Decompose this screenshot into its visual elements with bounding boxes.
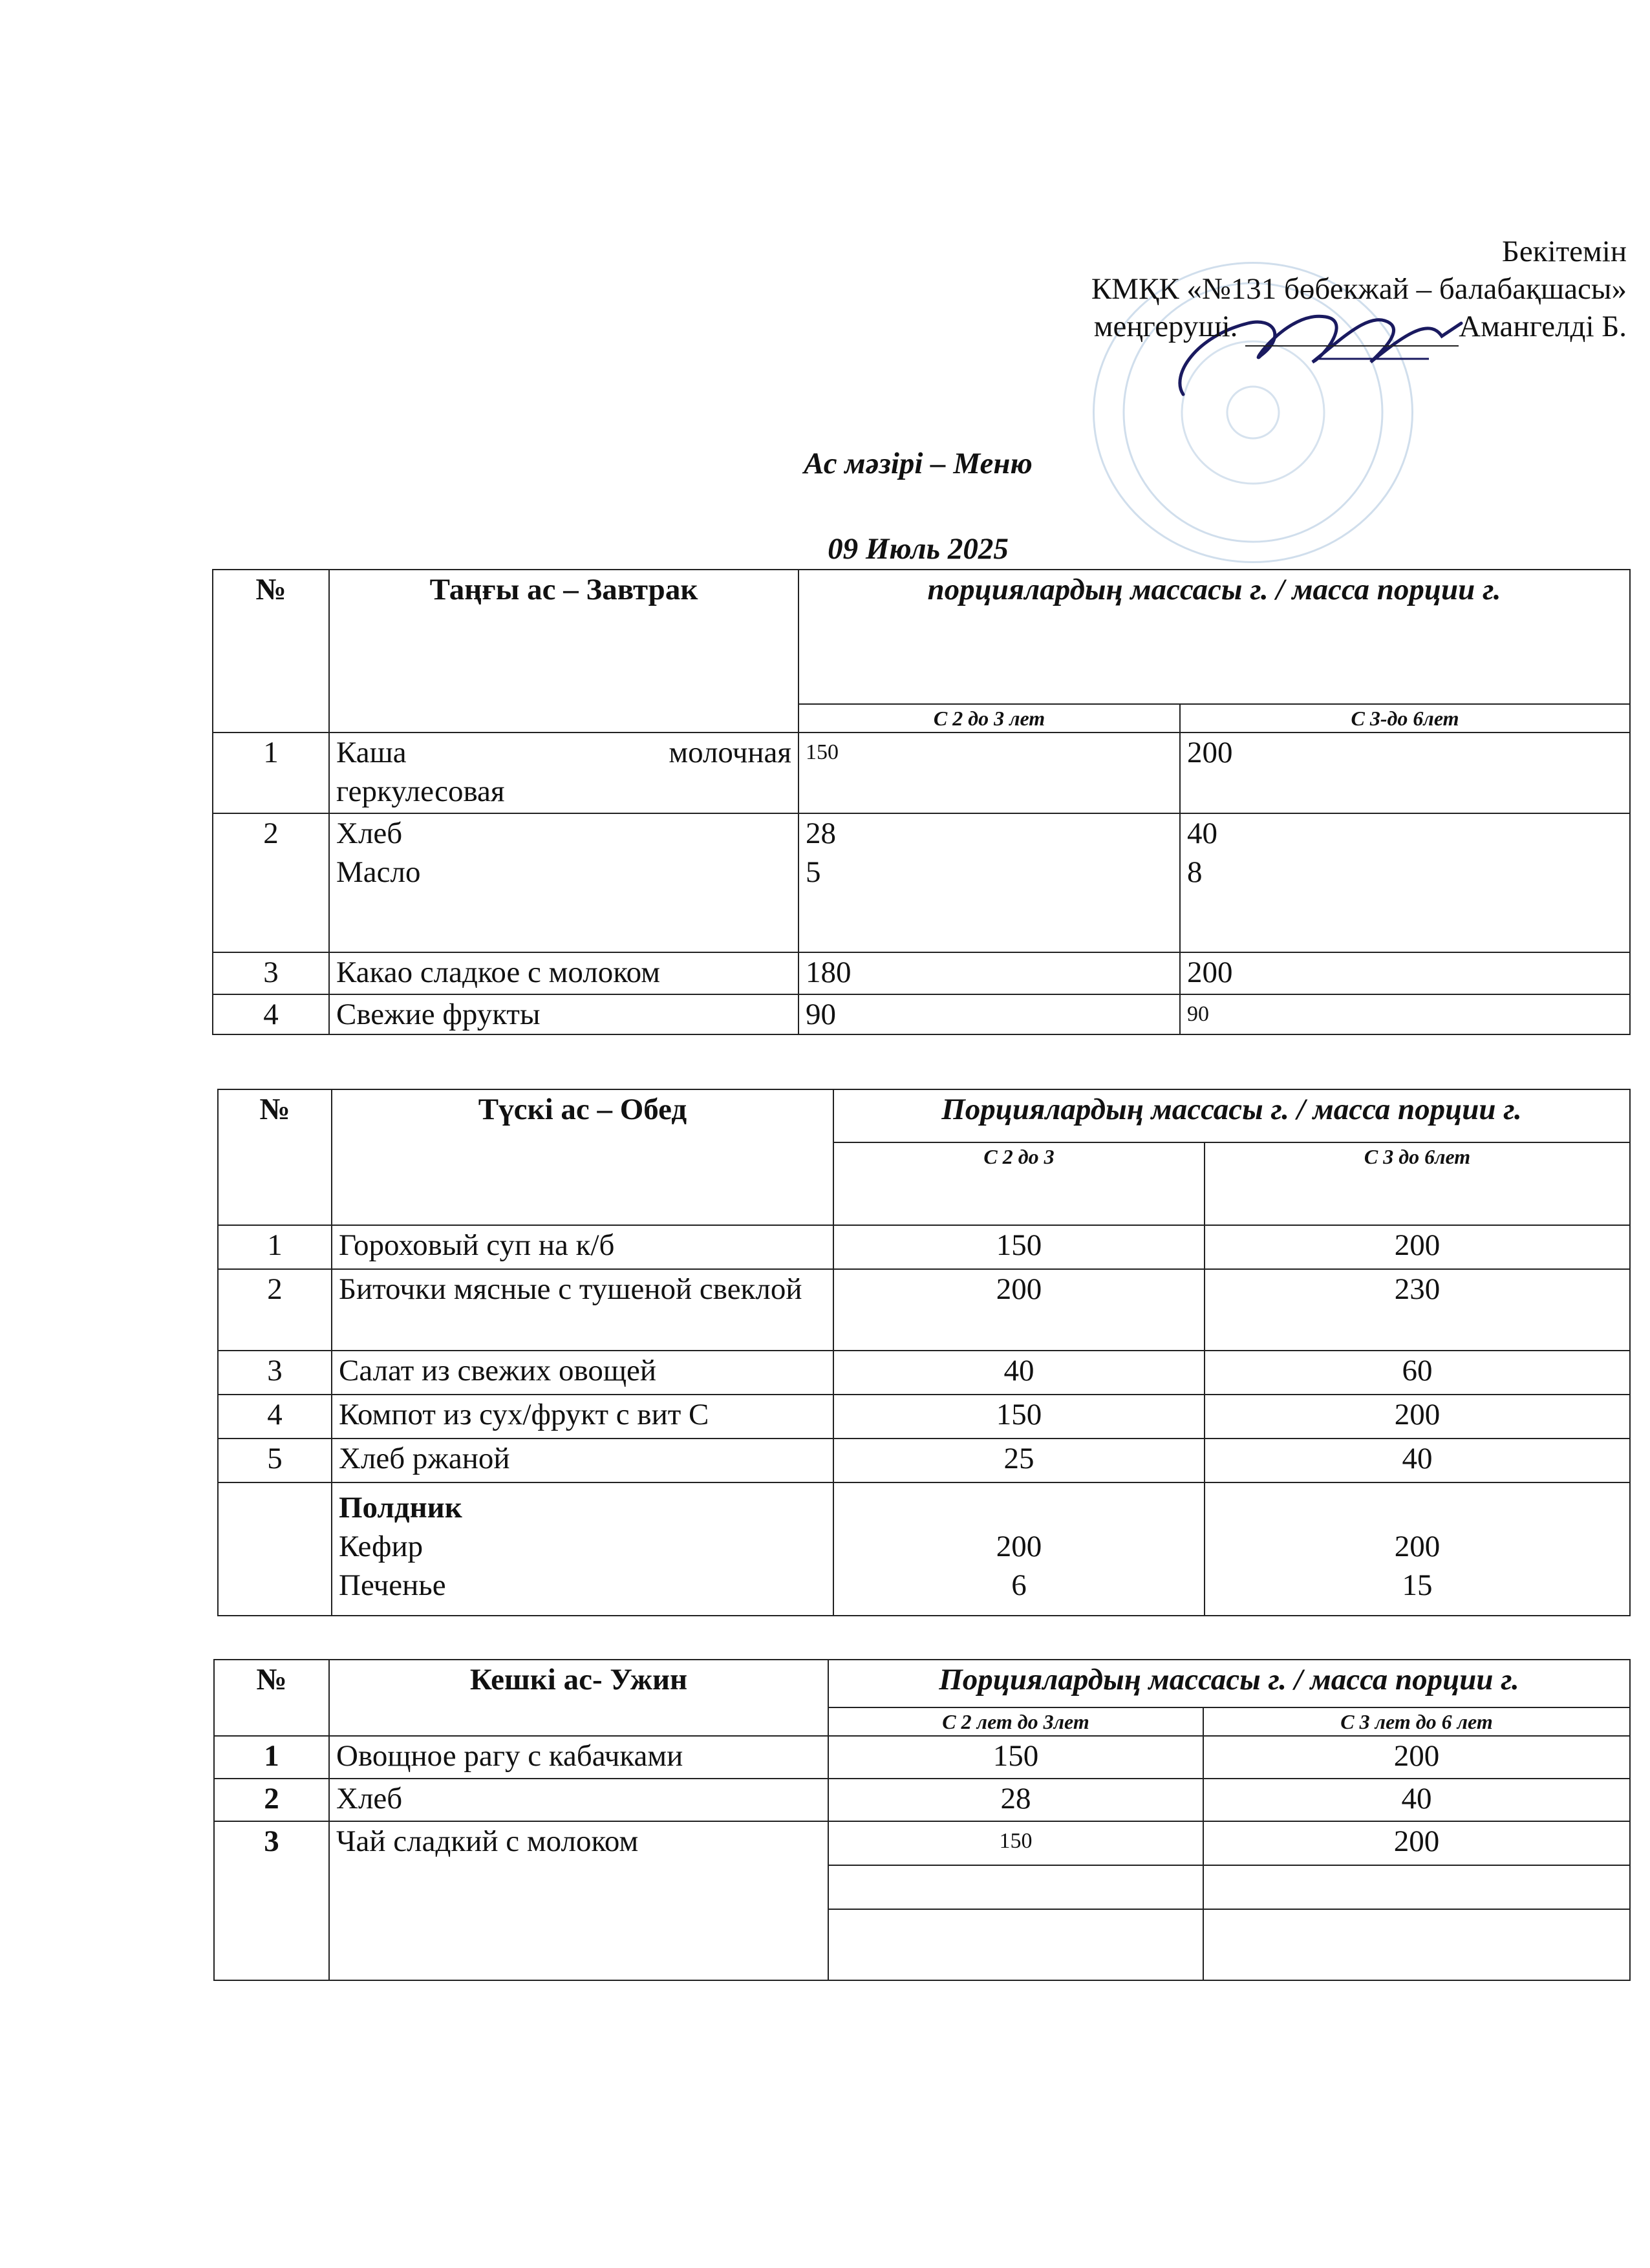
col-number: № <box>218 1089 332 1225</box>
dish-name: Овощное рагу с кабачками <box>329 1736 828 1779</box>
portion-value-1: 150 <box>833 1225 1205 1269</box>
dish-name: Свежие фрукты <box>329 994 798 1034</box>
portion-value: 15 <box>1402 1568 1433 1602</box>
approval-signatory <box>1091 308 1627 347</box>
dish-name: Чай сладкий с молоком <box>329 1821 828 1980</box>
dish-name <box>329 813 798 952</box>
age-group-1: С 2 лет до 3лет <box>828 1707 1203 1736</box>
table-row <box>213 952 1630 994</box>
approval-position: меңгеруші. <box>1093 310 1238 343</box>
row-number: 1 <box>218 1225 332 1269</box>
portion-value-2: 200 <box>1203 1821 1630 1865</box>
dish-name: Биточки мясные с тушеной свеклой <box>332 1269 833 1351</box>
row-number <box>218 1482 332 1616</box>
dish-name: Какао сладкое с молоком <box>329 952 798 994</box>
dish-name: Хлеб ржаной <box>332 1439 833 1482</box>
dish-name-part: Масло <box>336 855 421 889</box>
approval-title: Бекітемін <box>1501 235 1627 268</box>
portion-value-2: 230 <box>1205 1269 1630 1351</box>
portion-value-1: 28 <box>828 1779 1203 1821</box>
age-group-2: С 3-до 6лет <box>1180 704 1630 733</box>
dish-name-part: молочная <box>669 736 791 769</box>
portion-value: 8 <box>1187 855 1203 889</box>
table-row <box>218 1439 1630 1482</box>
dish-name-part: Хлеб <box>336 817 403 850</box>
dish-name: Печенье <box>339 1568 446 1602</box>
row-number: 5 <box>218 1439 332 1482</box>
dish-name: Салат из свежих овощей <box>332 1351 833 1395</box>
portion-value-2: 200 <box>1203 1736 1630 1779</box>
portion-value-1: 25 <box>833 1439 1205 1482</box>
portion-value-2: 40 <box>1205 1439 1630 1482</box>
age-group-1: С 2 до 3 <box>833 1142 1205 1225</box>
approval-block <box>1091 233 1627 347</box>
row-number: 3 <box>218 1351 332 1395</box>
age-group-2: С 3 лет до 6 лет <box>1203 1707 1630 1736</box>
portion-value: 6 <box>1011 1568 1027 1602</box>
table-row <box>218 1395 1630 1439</box>
table-row <box>218 1269 1630 1351</box>
table-row <box>213 733 1630 813</box>
portion-value-2 <box>1205 1482 1630 1616</box>
portion-value-1: 40 <box>833 1351 1205 1395</box>
dinner-table <box>213 1659 1631 1981</box>
table-row <box>218 1225 1630 1269</box>
portion-value: 28 <box>806 817 836 850</box>
col-number: № <box>213 570 329 733</box>
portion-value-2 <box>1180 813 1630 952</box>
portion-value-2: 200 <box>1205 1395 1630 1439</box>
page-title: Ас мәзірі – Меню <box>804 447 1033 480</box>
portion-value-2: 200 <box>1180 733 1630 813</box>
table-row <box>213 813 1630 952</box>
dish-name: Гороховый суп на к/б <box>332 1225 833 1269</box>
col-portion-mass: порциялардың массасы г. / масса порции г. <box>798 570 1630 704</box>
row-number: 2 <box>218 1269 332 1351</box>
table-row <box>214 1779 1630 1821</box>
col-meal-name: Түскі ас – Обед <box>332 1089 833 1225</box>
row-number: 1 <box>214 1736 329 1779</box>
dish-name-part: геркулесовая <box>336 775 505 808</box>
dish-name <box>329 733 798 813</box>
snack-title: Полдник <box>339 1491 462 1524</box>
snack-row <box>218 1482 1630 1616</box>
table-row <box>218 1351 1630 1395</box>
table-row <box>214 1736 1630 1779</box>
age-group-1: С 2 до 3 лет <box>798 704 1180 733</box>
portion-value-2: 60 <box>1205 1351 1630 1395</box>
portion-value: 200 <box>996 1530 1042 1563</box>
dish-name-part: Каша <box>336 736 407 769</box>
portion-value-1: 150 <box>833 1395 1205 1439</box>
portion-value-1: 90 <box>798 994 1180 1034</box>
col-meal-name: Кешкі ас- Ужин <box>329 1660 828 1736</box>
portion-value: 5 <box>806 855 821 889</box>
dish-name: Хлеб <box>329 1779 828 1821</box>
row-number: 1 <box>213 733 329 813</box>
row-number: 2 <box>214 1779 329 1821</box>
age-group-2: С 3 до 6лет <box>1205 1142 1630 1225</box>
portion-value-2: 200 <box>1205 1225 1630 1269</box>
col-portion-mass: Порциялардың массасы г. / масса порции г. <box>828 1660 1630 1707</box>
approval-name: Амангелді Б. <box>1459 310 1627 343</box>
empty-cell <box>828 1865 1203 1909</box>
table-row <box>213 994 1630 1034</box>
lunch-table <box>217 1089 1631 1616</box>
signature-line <box>1245 308 1459 347</box>
dish-name: Кефир <box>339 1530 423 1563</box>
portion-value-2: 90 <box>1180 994 1630 1034</box>
col-meal-name: Таңғы ас – Завтрак <box>329 570 798 733</box>
table-row <box>214 1821 1630 1865</box>
portion-value-1: 180 <box>798 952 1180 994</box>
portion-value-1: 200 <box>833 1269 1205 1351</box>
dish-name: Компот из сух/фрукт с вит С <box>332 1395 833 1439</box>
portion-value-1: 150 <box>828 1821 1203 1865</box>
portion-value-1 <box>833 1482 1205 1616</box>
portion-value-1: 150 <box>828 1736 1203 1779</box>
portion-value: 200 <box>1394 1530 1441 1563</box>
menu-date: 09 Июль 2025 <box>828 532 1009 566</box>
approval-organization: КМҚК «№131 бөбекжай – балабақшасы» <box>1091 272 1627 306</box>
empty-cell <box>1203 1909 1630 1980</box>
portion-value-1: 150 <box>798 733 1180 813</box>
portion-value: 40 <box>1187 817 1217 850</box>
snack-items <box>332 1482 833 1616</box>
portion-value-2: 200 <box>1180 952 1630 994</box>
empty-cell <box>828 1909 1203 1980</box>
portion-value-2: 40 <box>1203 1779 1630 1821</box>
row-number: 4 <box>218 1395 332 1439</box>
row-number: 2 <box>213 813 329 952</box>
portion-value-1 <box>798 813 1180 952</box>
col-number: № <box>214 1660 329 1736</box>
empty-cell <box>1203 1865 1630 1909</box>
row-number: 4 <box>213 994 329 1034</box>
breakfast-table <box>212 569 1631 1035</box>
col-portion-mass: Порциялардың массасы г. / масса порции г. <box>833 1089 1630 1142</box>
row-number: 3 <box>214 1821 329 1980</box>
row-number: 3 <box>213 952 329 994</box>
